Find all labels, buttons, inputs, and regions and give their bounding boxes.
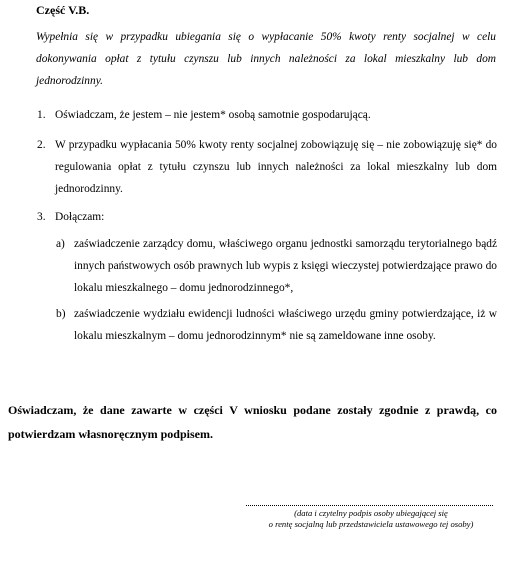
item-number: 3.: [37, 211, 46, 223]
attachment-letter: b): [56, 308, 66, 320]
attachment-text: zaświadczenie wydziału ewidencji ludności właściwego urzędu gminy potwierdzające, iż w lokalu mieszkalnym – domu jednorodzinnym* nie są zameldowane inne osoby.: [74, 308, 497, 342]
signature-line: [246, 505, 493, 506]
section-instructions: Wypełnia się w przypadku ubiegania się o wypłacanie 50% kwoty renty socjalnej w celu dokonywania opłat z tytułu czynszu lub innych należności za lokal mieszkalny lub dom jednorodzinny.: [36, 31, 496, 87]
attachment-text: zaświadczenie zarządcy domu, właściwego organu jednostki samorządu terytorialnego bądź innych państwowych osób prawnych lub wypis z księgi wieczystej potwierdzające prawo do lokalu mieszkalnego – domu jednorodzinnego*,: [74, 238, 497, 294]
item-text: Dołączam:: [55, 211, 105, 223]
signature-caption-line-1: (data i czytelny podpis osoby ubiegającej się: [294, 508, 448, 518]
section-heading: Część V.B.: [36, 3, 90, 17]
item-number: 2.: [37, 139, 46, 151]
item-text: Oświadczam, że jestem – nie jestem* osobą samotnie gospodarującą.: [55, 109, 371, 121]
signature-caption: [236, 508, 506, 530]
item-number: 1.: [37, 109, 46, 121]
attachment-letter: a): [56, 238, 65, 250]
truthfulness-declaration: Oświadczam, że dane zawarte w części V wniosku podane zostały zgodnie z prawdą, co potwierdzam własnoręcznym podpisem.: [8, 403, 497, 441]
signature-caption-line-2: o rentę socjalną lub przedstawiciela ustawowego tej osoby): [268, 519, 474, 529]
item-text: W przypadku wypłacania 50% kwoty renty socjalnej zobowiązuję się – nie zobowiązuję się* do regulowania opłat z tytułu czynszu lub innych należności za lokal mieszkalny lub dom jednorodzinny.: [55, 139, 497, 195]
